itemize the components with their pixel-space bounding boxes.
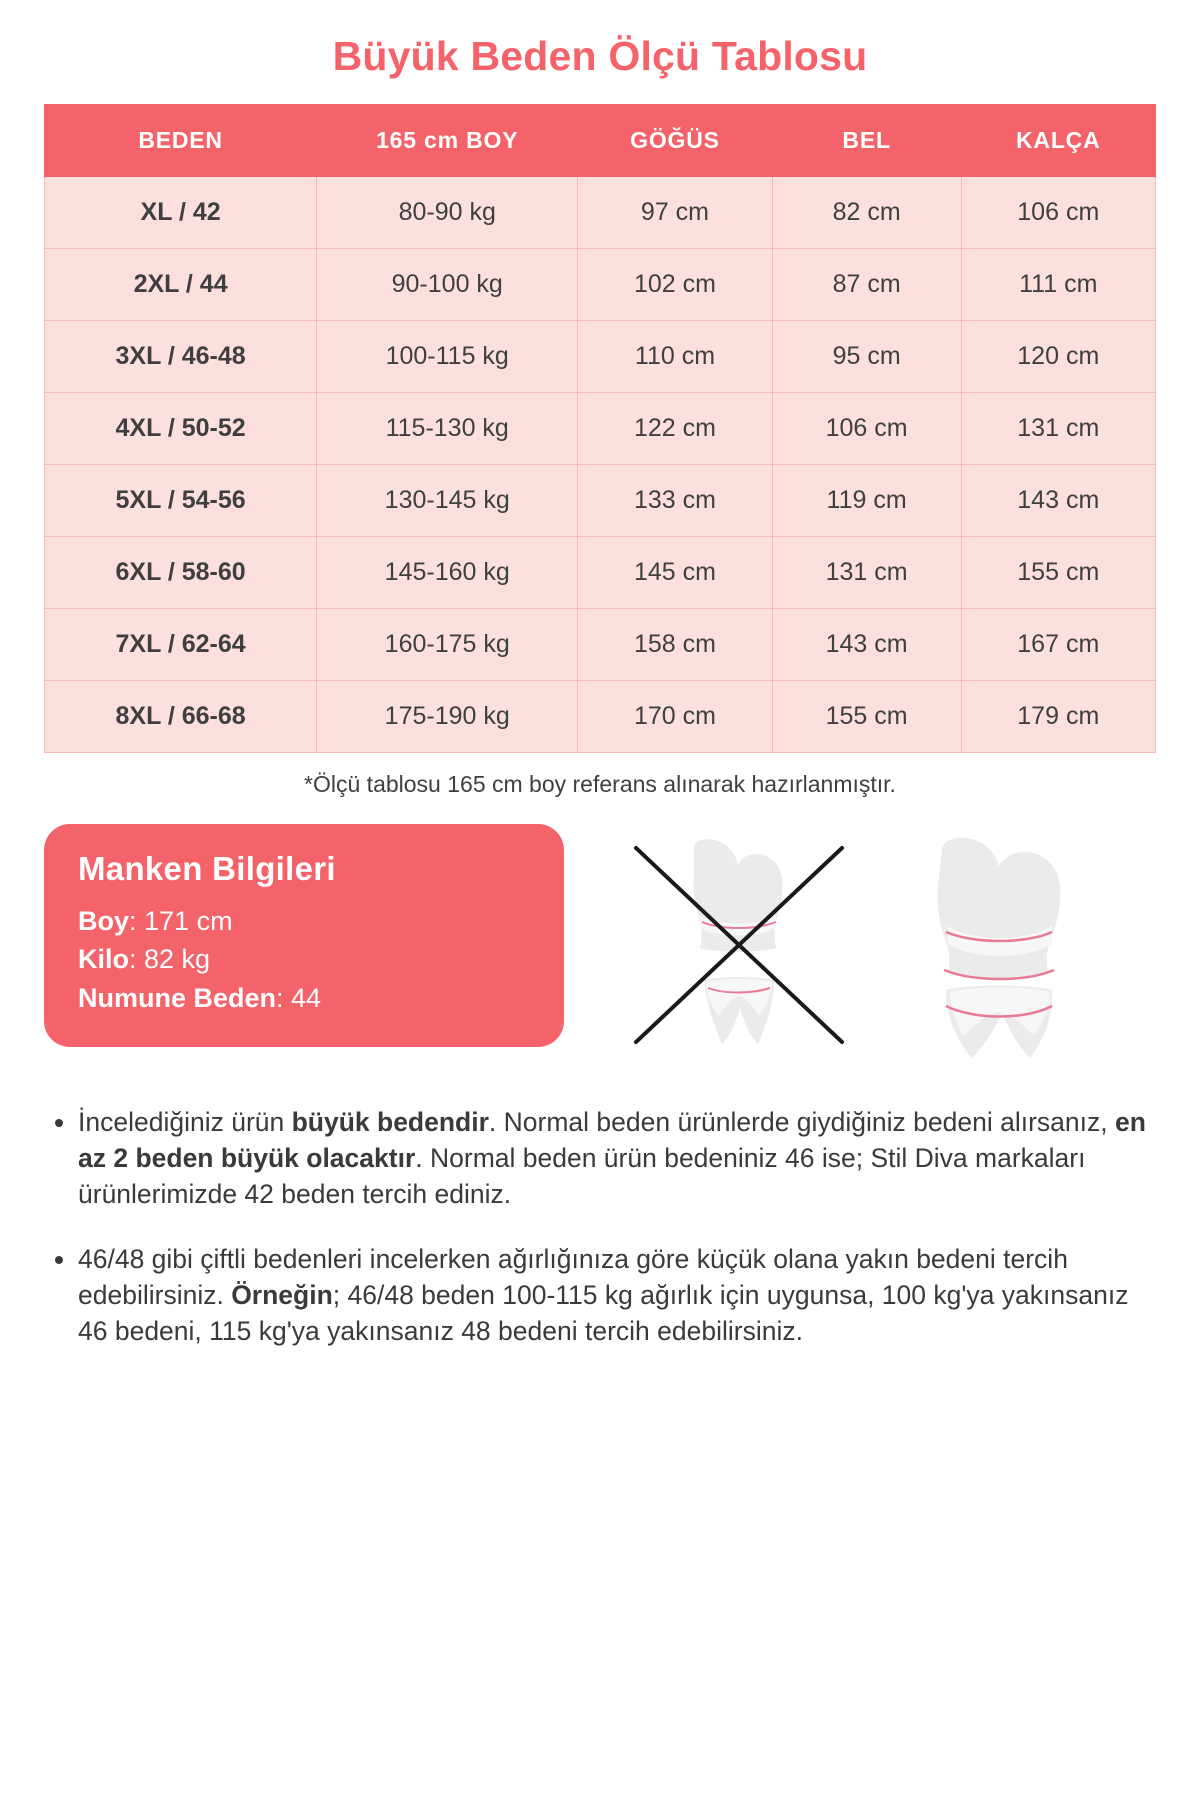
table-row [45,537,1156,609]
list-item [78,1105,1156,1212]
model-info-section [0,798,1200,1065]
table-header-row [45,105,1156,177]
body-figures [582,824,1156,1065]
column-header-beden: BEDEN [45,105,317,177]
cell-size: XL / 42 [45,177,317,249]
cell-size: 3XL / 46-48 [45,321,317,393]
table-row [45,177,1156,249]
model-height-label: Boy [78,906,130,936]
model-weight-label: Kilo [78,944,129,975]
table-body [45,177,1156,753]
note-segment: ; 46/48 beden 100-115 kg ağırlık için uygunsa, 100 kg'ya yakınsanız 46 bedeni, 115 kg'ya yakınsanız 48 bedeni tercih edebilirsiniz. [78,1280,1129,1346]
column-header-boy: 165 cm BOY [317,105,578,177]
table-header [45,105,1156,177]
cell-size: 5XL / 54-56 [45,465,317,537]
cell-hip: 131 cm [961,393,1155,465]
cell-hip: 120 cm [961,321,1155,393]
notes-list [44,1105,1156,1350]
cell-waist: 82 cm [772,177,961,249]
model-sample-size-label: Numune Beden [78,982,277,1013]
cell-bust: 110 cm [578,321,772,393]
cell-bust: 170 cm [578,681,772,753]
plus-size-body-measurement-figure [884,830,1114,1065]
cell-hip: 106 cm [961,177,1155,249]
crossed-out-slim-body-figure [624,830,854,1065]
model-weight-value: : 82 kg [129,944,211,975]
cell-bust: 158 cm [578,609,772,681]
cell-hip: 179 cm [961,681,1155,753]
cell-weight: 115-130 kg [317,393,578,465]
size-notes [0,1065,1200,1410]
cell-waist: 143 cm [772,609,961,681]
table-row [45,465,1156,537]
model-info-heading: Manken Bilgileri [78,850,336,887]
cell-bust: 122 cm [578,393,772,465]
model-info-card [44,824,564,1047]
note-segment-bold: büyük bedendir [291,1107,489,1137]
model-sample-size-line [78,979,534,1017]
cell-bust: 133 cm [578,465,772,537]
cell-weight: 130-145 kg [317,465,578,537]
cell-hip: 143 cm [961,465,1155,537]
note-segment-bold: en az 2 beden büyük olacaktır [78,1107,1146,1173]
column-header-kalca: KALÇA [961,105,1155,177]
model-height-line [78,902,534,940]
cell-weight: 145-160 kg [317,537,578,609]
size-table-container [0,104,1200,753]
column-header-gogus: GÖĞÜS [578,105,772,177]
column-header-bel: BEL [772,105,961,177]
size-table [44,104,1156,753]
table-row [45,393,1156,465]
cell-size: 4XL / 50-52 [45,393,317,465]
page-title: Büyük Beden Ölçü Tablosu [332,33,868,79]
table-row [45,609,1156,681]
cell-waist: 95 cm [772,321,961,393]
cell-bust: 97 cm [578,177,772,249]
cell-weight: 100-115 kg [317,321,578,393]
cell-size: 2XL / 44 [45,249,317,321]
note-segment: . Normal beden ürün bedeniniz 46 ise; Stil Diva markaları ürünlerimizde 42 beden tercih ediniz. [78,1142,1086,1209]
cell-bust: 102 cm [578,249,772,321]
cell-size: 8XL / 66-68 [45,681,317,753]
cell-hip: 111 cm [961,249,1155,321]
model-weight-line [78,940,534,978]
cell-weight: 80-90 kg [317,177,578,249]
cell-weight: 90-100 kg [317,249,578,321]
cell-hip: 167 cm [961,609,1155,681]
table-footnote: *Ölçü tablosu 165 cm boy referans alınarak hazırlanmıştır. [304,771,896,797]
note-segment: . Normal beden ürünlerde giydiğiniz bedeni alırsanız, [488,1107,1115,1137]
cell-size: 6XL / 58-60 [45,537,317,609]
note-segment-bold: Örneğin [231,1280,333,1311]
note-segment: İncelediğiniz ürün [78,1107,292,1137]
cell-bust: 145 cm [578,537,772,609]
note-segment: 46/48 gibi çiftli bedenleri incelerken ağırlığınıza göre küçük olana yakın bedeni tercih edebilirsiniz. [78,1244,1068,1311]
cell-hip: 155 cm [961,537,1155,609]
cell-size: 7XL / 62-64 [45,609,317,681]
cell-waist: 87 cm [772,249,961,321]
cell-weight: 175-190 kg [317,681,578,753]
table-row [45,681,1156,753]
table-row [45,249,1156,321]
model-height-value: : 171 cm [129,906,233,936]
model-sample-size-value: : 44 [276,982,322,1013]
cell-waist: 155 cm [772,681,961,753]
cell-waist: 119 cm [772,465,961,537]
cell-waist: 131 cm [772,537,961,609]
cell-waist: 106 cm [772,393,961,465]
table-row [45,321,1156,393]
list-item [78,1242,1156,1349]
cell-weight: 160-175 kg [317,609,578,681]
